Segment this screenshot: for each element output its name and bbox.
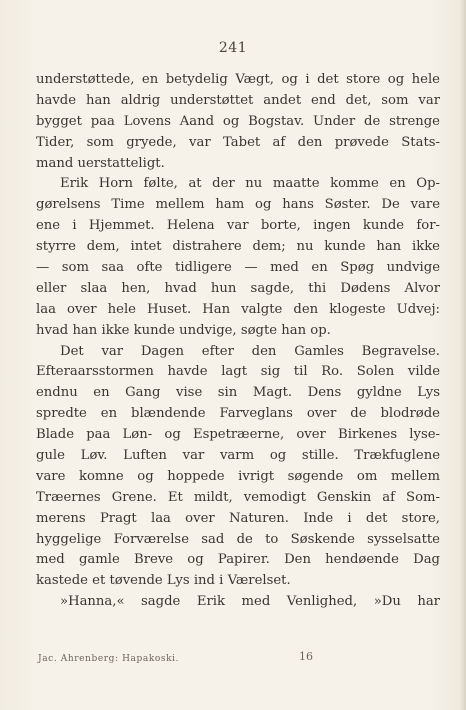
text-line: gørelsens Time mellem ham og hans Søster. De vare [36, 197, 440, 213]
printer-imprint: Jac. Ahrenberg: Hapakoski. [38, 654, 180, 664]
text-line: styrre dem, intet distrahere dem; nu kunde han ikke [36, 239, 440, 255]
text-line: Det var Dagen efter den Gamles Begravelse. [60, 343, 440, 359]
text-line: bygget paa Lovens Aand og Bogstav. Under de strenge [36, 113, 440, 129]
signature-mark: 16 [299, 650, 313, 663]
text-line: Tider, som gryede, var Tabet af den prøvede Stats- [36, 134, 440, 150]
page-footer [36, 652, 440, 668]
text-line: hyggelige Forværelse sad de to Søskende sysselsatte [36, 531, 440, 547]
text-line: eller slaa hen, hvad hun sagde, thi Dødens Alvor [36, 280, 440, 296]
text-line: havde han aldrig understøttet andet end det, som var [36, 92, 440, 108]
text-line: hvad han ikke kunde undvige, søgte han op. [36, 322, 331, 338]
text-line: Erik Horn følte, at der nu maatte komme en Op- [60, 176, 440, 192]
text-line: merens Pragt laa over Naturen. Inde i det store, [36, 510, 440, 526]
text-line: med gamle Breve og Papirer. Den hendøende Dag [36, 552, 440, 568]
page-number: 241 [218, 40, 248, 56]
text-line: ene i Hjemmet. Helena var borte, ingen kunde for- [36, 218, 440, 234]
text-line: mand uerstatteligt. [36, 155, 165, 171]
text-line: laa over hele Huset. Han valgte den klogeste Udvej: [36, 301, 440, 317]
page-edge-shadow [460, 0, 466, 710]
body-text [36, 70, 440, 613]
text-line: gule Løv. Luften var varm og stille. Trækfuglene [36, 448, 440, 464]
text-line: Træernes Grene. Et mildt, vemodigt Genskin af Som- [36, 489, 440, 505]
text-line: Efteraarsstormen havde lagt sig til Ro. Solen vilde [36, 364, 440, 380]
text-line: — som saa ofte tidligere — med en Spøg undvige [36, 260, 440, 276]
text-line: kastede et tøvende Lys ind i Værelset. [36, 573, 291, 589]
text-line: »Hanna,« sagde Erik med Venlighed, »Du har [60, 594, 440, 610]
text-line: vare komne og hoppede ivrigt søgende om mellem [36, 468, 440, 484]
text-line: understøttede, en betydelig Vægt, og i det store og hele [36, 72, 440, 87]
text-line: spredte en blændende Farveglans over de blodrøde [36, 406, 440, 422]
text-line: Blade paa Løn- og Espetræerne, over Birkenes lyse- [36, 427, 440, 443]
text-line: endnu en Gang vise sin Magt. Dens gyldne Lys [36, 385, 440, 401]
